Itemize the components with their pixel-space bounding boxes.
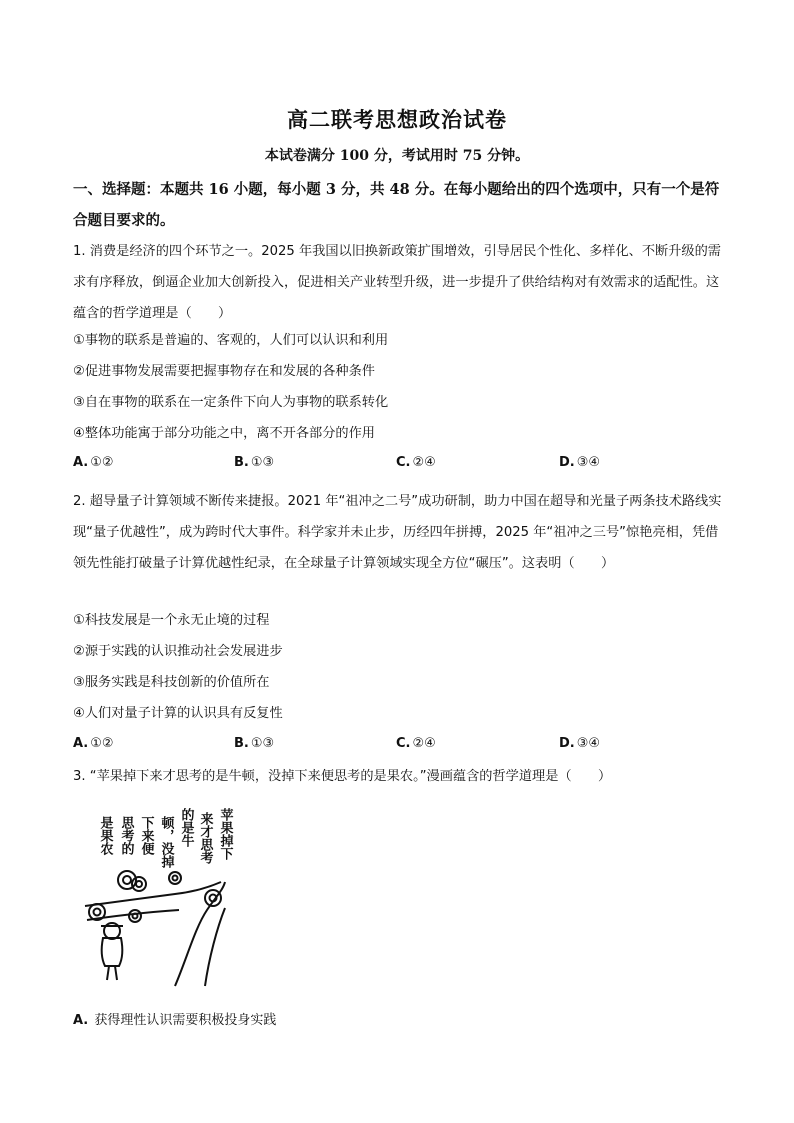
option-d[interactable]: D. ③④ xyxy=(559,455,601,470)
question-2-stem: 2. 超导量子计算领域不断传来捷报。2021 年“祖冲之二号”成功研制，助力中国在超导和光量子两条技术路线实现“量子优越性”，成为跨时代大事件。科学家并未止步，历经四年拼搏，2025 年“祖冲之三号”惊艳亮相，凭借领先性能打破量子计算优越性纪录，在全球量子计算领域实现全方位“碾压”。这表明（ ） xyxy=(73,494,722,571)
question-3-options xyxy=(73,1009,725,1029)
page-subtitle: 本试卷满分 100 分，考试用时 75 分钟。 xyxy=(264,148,530,164)
apple-tree-cartoon xyxy=(75,798,233,988)
tree-drawing xyxy=(85,871,225,986)
question-2-item: ③服务实践是科技创新的价值所在 xyxy=(73,675,270,690)
option-d[interactable]: D. ③④ xyxy=(559,736,601,751)
question-1-options xyxy=(73,455,725,475)
cartoon-text-col: 的是牛 xyxy=(178,808,194,847)
question-2-item: ②源于实践的认识推动社会发展进步 xyxy=(73,644,283,659)
cartoon-text-col: 顿，没掉 xyxy=(158,816,174,868)
question-2-options xyxy=(73,736,725,756)
option-a[interactable]: A. ①② xyxy=(73,736,114,751)
cartoon-text-col: 苹果掉下 xyxy=(217,808,233,860)
option-c[interactable]: C. ②④ xyxy=(396,736,436,751)
question-2-item: ④人们对量子计算的认识具有反复性 xyxy=(73,706,283,721)
page-title: 高二联考思想政治试卷 xyxy=(287,107,507,132)
option-a[interactable]: A. ①② xyxy=(73,455,114,470)
cartoon-text-col: 来才思考 xyxy=(197,812,213,864)
cartoon-text-col: 下来便 xyxy=(138,816,154,855)
question-2-item: ①科技发展是一个永无止境的过程 xyxy=(73,613,270,628)
question-3-stem: 3. “苹果掉下来才思考的是牛顿，没掉下来便思考的是果农。”漫画蕴含的哲学道理是（ ） xyxy=(73,769,612,784)
question-1-stem: 1. 消费是经济的四个环节之一。2025 年我国以旧换新政策扩围增效，引导居民个性化、多样化、不断升级的需求有序释放，倒逼企业加大创新投入，促进相关产业转型升级，进一步提升了供给结构对有效需求的适配性。这蕴含的哲学道理是（ ） xyxy=(73,244,721,321)
option-c[interactable]: C. ②④ xyxy=(396,455,436,470)
cartoon-handwritten-text xyxy=(98,807,235,869)
question-1-item: ①事物的联系是普遍的、客观的，人们可以认识和利用 xyxy=(73,333,389,348)
question-1-item: ②促进事物发展需要把握事物存在和发展的各种条件 xyxy=(73,364,375,379)
option-a[interactable]: A. 获得理性认识需要积极投身实践 xyxy=(73,1013,277,1028)
option-b[interactable]: B. ①③ xyxy=(234,455,275,470)
section-heading: 一、选择题：本题共 16 小题，每小题 3 分，共 48 分。在每小题给出的四个选项中，只有一个是符合题目要求的。 xyxy=(73,181,720,229)
option-b[interactable]: B. ①③ xyxy=(234,736,275,751)
question-1-item: ④整体功能寓于部分功能之中，离不开各部分的作用 xyxy=(73,426,375,441)
cartoon-text-col: 思考的 xyxy=(118,816,134,855)
cartoon-text-col: 是果农 xyxy=(97,816,113,855)
question-1-item: ③自在事物的联系在一定条件下向人为事物的联系转化 xyxy=(73,395,389,410)
